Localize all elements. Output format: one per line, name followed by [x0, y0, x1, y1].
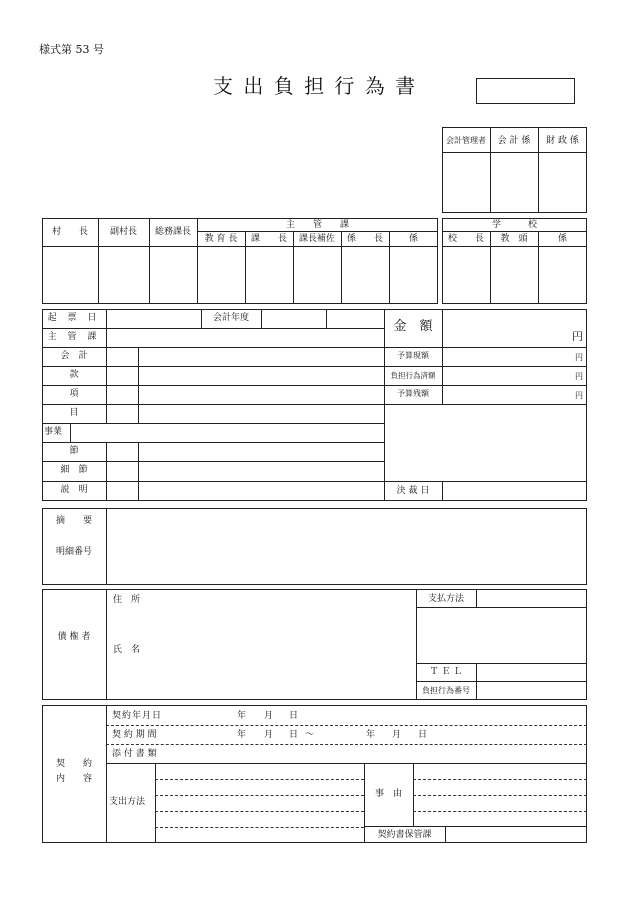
header-kakari: 係 [408, 234, 418, 244]
stamp-cell-soncho[interactable] [43, 247, 98, 303]
header-soncho: 村 長 [51, 227, 88, 237]
label-saisetsu: 細 節 [60, 465, 88, 475]
label-summary: 摘 要 [55, 516, 92, 526]
tel-field[interactable] [477, 664, 586, 681]
creditor-name-field[interactable] [150, 636, 414, 698]
reason-field[interactable] [414, 764, 586, 826]
contract-date-day-unit: 日 [289, 711, 299, 721]
label-budget-current: 予算現額 [397, 351, 429, 360]
fiscal-year-field[interactable] [262, 310, 326, 328]
document-number-box[interactable] [476, 78, 575, 104]
header-kocho: 校 長 [447, 234, 484, 244]
label-contract-2: 内 容 [55, 774, 92, 784]
stamp-cell-kaikei-kanrisha[interactable] [443, 153, 489, 212]
header-kacho-hosa: 課長補佐 [298, 234, 335, 244]
decision-date-field[interactable] [443, 482, 586, 500]
header-kaikei-gakari: 会 計 係 [497, 136, 531, 146]
label-jigyou: 事業 [44, 427, 63, 437]
label-address: 住 所 [113, 595, 141, 605]
stamp-cell-zaisei-gakari[interactable] [539, 153, 586, 212]
contract-period-field[interactable] [180, 726, 440, 743]
label-detail-no: 明細番号 [55, 547, 92, 557]
label-reason: 事 由 [374, 789, 402, 799]
header-kaikei-kanrisha: 会計管理者 [446, 136, 486, 145]
label-fiscal-year: 会計年度 [212, 313, 249, 323]
kan-field[interactable] [139, 367, 384, 385]
label-setsu: 節 [69, 446, 79, 456]
creditor-payment-method-field[interactable] [477, 590, 586, 607]
label-creditor-name: 氏 名 [113, 645, 141, 655]
setsu-field[interactable] [139, 443, 384, 461]
summary-field[interactable] [108, 510, 585, 583]
label-main-dept: 主 管 課 [47, 332, 101, 342]
period-end-month-unit: 月 [392, 730, 402, 740]
saisetsu-field[interactable] [139, 462, 384, 481]
label-contract-1: 契 約 [55, 759, 92, 769]
moku-field[interactable] [139, 405, 384, 423]
label-moku: 目 [69, 408, 79, 418]
contract-payment-method-field[interactable] [156, 764, 364, 842]
label-creditor: 債 権 者 [57, 632, 91, 642]
stamp-cell-kakari[interactable] [390, 247, 437, 303]
commitment-no-field[interactable] [477, 682, 586, 699]
header-somu-kacho: 総務課長 [154, 227, 191, 237]
yen-unit-already-committed: 円 [575, 372, 583, 381]
jigyou-field[interactable] [71, 424, 384, 442]
yen-unit-amount: 円 [572, 330, 583, 343]
label-kaikei: 会 計 [60, 351, 88, 361]
header-kyoto: 教 頭 [500, 234, 528, 244]
stamp-cell-kakaricho[interactable] [342, 247, 389, 303]
stamp-cell-kacho-hosa[interactable] [294, 247, 341, 303]
kaikei-field[interactable] [139, 348, 384, 366]
stamp-cell-somu-kacho[interactable] [150, 247, 197, 303]
setsumei-field[interactable] [139, 482, 384, 500]
form-number: 様式第 53 号 [39, 43, 104, 56]
label-tel: Ｔ Ｅ Ｌ [429, 667, 463, 677]
header-kyoikucho: 教 育 長 [204, 234, 238, 244]
kou-field[interactable] [139, 386, 384, 404]
header-school: 学 校 [491, 220, 537, 230]
label-creditor-payment-method: 支払方法 [427, 594, 464, 604]
label-contract-payment-method: 支出方法 [109, 797, 146, 807]
label-contract-date: 契約年月日 [112, 711, 163, 721]
period-end-year-unit: 年 [366, 730, 376, 740]
stamp-cell-kyoto[interactable] [491, 247, 538, 303]
period-start-month-unit: 月 [264, 730, 274, 740]
header-kakaricho: 係 長 [346, 234, 383, 244]
main-dept-field[interactable] [107, 329, 384, 347]
label-kihyo-date: 起 票 日 [47, 313, 101, 323]
stamp-cell-fukusoncho[interactable] [99, 247, 149, 303]
header-zaisei-gakari: 財 政 係 [546, 136, 579, 146]
page-title: 支 出 負 担 行 為 書 [213, 74, 418, 98]
contract-date-month-unit: 月 [264, 711, 274, 721]
label-budget-remaining: 予算残額 [397, 389, 429, 398]
yen-unit-budget-remaining: 円 [575, 391, 583, 400]
label-kou: 項 [69, 389, 79, 399]
period-start-day-unit: 日 [289, 730, 299, 740]
label-setsumei: 説 明 [60, 485, 88, 495]
stamp-cell-kocho[interactable] [443, 247, 490, 303]
attachments-field[interactable] [180, 745, 586, 762]
period-start-year-unit: 年 [237, 730, 247, 740]
kihyo-date-field[interactable] [107, 310, 201, 328]
contract-date-year-unit: 年 [237, 711, 247, 721]
label-contract-period: 契 約 期 間 [112, 730, 157, 740]
header-kacho: 課 長 [250, 234, 287, 244]
label-already-committed: 負担行為済額 [390, 371, 436, 380]
yen-unit-budget-current: 円 [575, 353, 583, 362]
label-amount: 金 額 [393, 319, 433, 334]
contract-keeper-field[interactable] [446, 827, 586, 842]
stamp-cell-kacho[interactable] [246, 247, 293, 303]
label-decision-date: 決 裁 日 [396, 486, 430, 496]
address-field[interactable] [150, 591, 414, 631]
stamp-cell-kaikei-gakari[interactable] [491, 153, 537, 212]
period-end-day-unit: 日 [418, 730, 428, 740]
label-attachments: 添 付 書 類 [112, 749, 157, 759]
label-contract-keeper: 契約書保管課 [377, 830, 432, 840]
header-school-kakari: 係 [557, 234, 567, 244]
header-fukusoncho: 副村長 [109, 227, 137, 237]
contract-date-field[interactable] [180, 707, 320, 724]
header-main-dept: 主 管 課 [285, 220, 349, 230]
label-kan: 款 [69, 370, 79, 380]
creditor-payment-detail-field[interactable] [417, 608, 586, 663]
label-commitment-no: 負担行為番号 [422, 686, 470, 695]
fiscal-year-extra-field[interactable] [327, 310, 384, 328]
stamp-cell-school-kakari[interactable] [539, 247, 586, 303]
stamp-cell-kyoikucho[interactable] [198, 247, 245, 303]
period-tilde: ～ [305, 730, 315, 740]
